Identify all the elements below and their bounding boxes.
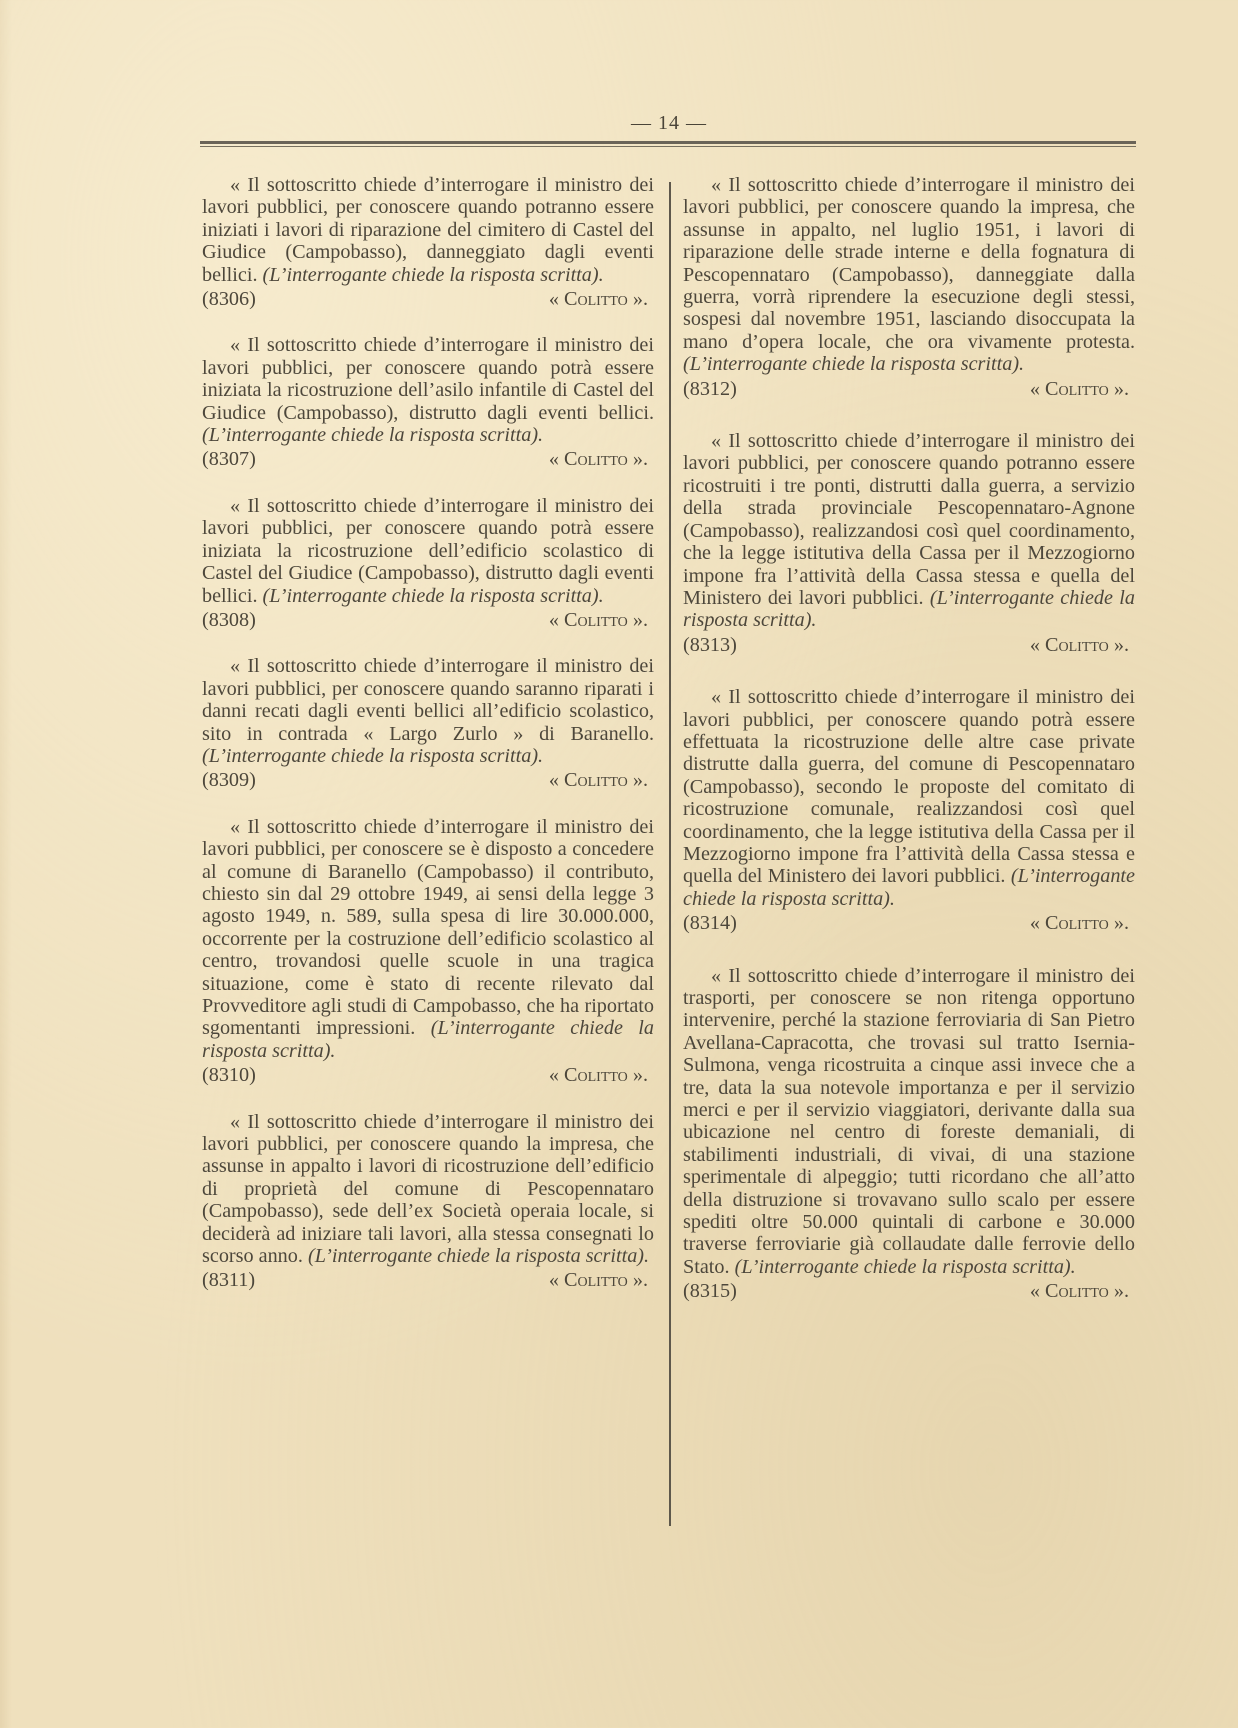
- interrogation-number: (8315): [683, 1280, 737, 1303]
- interrogation-body: « Il sottoscritto chiede d’interrogare il ministro dei lavori pubblici, per conoscere quando potrà essere iniziata la ricostruzione dell’asilo infantile di Castel del Giudice (Campobasso), distrutto dagli eventi bellici.: [202, 334, 654, 424]
- signature: « Colitto ».: [548, 1269, 648, 1292]
- signature: « Colitto ».: [1029, 633, 1129, 656]
- interrogation-number: (8308): [202, 608, 256, 631]
- interrogation-body: « Il sottoscritto chiede d’interrogare il ministro dei lavori pubblici, per conoscere quando la impresa, che assunse in appalto i lavori di ricostruzione dell’edificio di proprietà del comune di Pescopennataro (Campobasso), sede dell’ex Società operaia locale, si deciderà ad iniziare tali lavori, alla stessa consegnati lo scorso anno.: [202, 1110, 654, 1268]
- written-answer-note: (L’interrogante chiede la risposta scritta).: [262, 584, 604, 607]
- written-answer-note: (L’interrogante chiede la risposta scritta).: [202, 424, 544, 447]
- interrogation-number: (8312): [683, 377, 737, 400]
- signature: « Colitto ».: [1029, 377, 1129, 400]
- interrogation-8307: [202, 334, 654, 470]
- interrogation-number: (8311): [202, 1269, 256, 1292]
- written-answer-note: (L’interrogante chiede la risposta scritta).: [307, 1245, 650, 1268]
- interrogation-8313: [683, 430, 1135, 656]
- interrogation-8310: [202, 816, 654, 1087]
- interrogation-8306: [202, 174, 654, 310]
- signature: « Colitto ».: [1029, 912, 1129, 935]
- column-divider: [669, 182, 671, 1526]
- interrogation-number: (8307): [202, 448, 256, 471]
- left-column: [202, 174, 654, 1316]
- right-column: [683, 174, 1135, 1327]
- interrogation-8308: [202, 495, 654, 631]
- interrogation-body: « Il sottoscritto chiede d’interrogare il ministro dei lavori pubblici, per conoscere quando potranno essere iniziati i lavori di riparazione del cimitero di Castel del Giudice (Campobasso), danneggiato dagli eventi bellici.: [202, 174, 654, 286]
- written-answer-note: (L’interrogante chiede la risposta scritta).: [683, 353, 1025, 376]
- interrogation-number: (8314): [683, 912, 737, 935]
- signature: « Colitto ».: [548, 608, 648, 631]
- interrogation-number: (8309): [202, 769, 256, 792]
- interrogation-number: (8313): [683, 633, 737, 656]
- interrogation-8309: [202, 655, 654, 791]
- interrogation-body: « Il sottoscritto chiede d’interrogare il ministro dei lavori pubblici, per conoscere quando potranno essere ricostruiti i tre ponti, distrutti dalla guerra, a servizio della strada provinciale Pescopennataro-Agnone (Campobasso), realizzandosi così quel coordinamento, che la legge istitutiva della Cassa per il Mezzogiorno impone fra l’attività della Cassa stessa e quella del Ministero dei lavori pubblici.: [683, 430, 1135, 609]
- signature: « Colitto ».: [1029, 1280, 1129, 1303]
- header-rule-thick: [200, 141, 1136, 144]
- interrogation-8312: [683, 174, 1135, 400]
- interrogation-body: « Il sottoscritto chiede d’interrogare il ministro dei lavori pubblici, per conoscere quando potrà essere iniziata la ricostruzione dell’edificio scolastico di Castel del Giudice (Campobasso), distrutto dagli eventi bellici.: [202, 494, 654, 607]
- written-answer-note: (L’interrogante chiede la risposta scritta).: [262, 263, 604, 286]
- written-answer-note: (L’interrogante chiede la risposta scritta).: [683, 865, 1135, 910]
- written-answer-note: (L’interrogante chiede la risposta scritta).: [734, 1255, 1076, 1278]
- interrogation-body: « Il sottoscritto chiede d’interrogare il ministro dei lavori pubblici, per conoscere se è disposto a concedere al comune di Baranello (Campobasso) il contributo, chiesto sin dal 29 ottobre 1949, ai sensi della legge 3 agosto 1949, n. 589, sulla spesa di lire 30.000.000, occorrente per la costruzione dell’edificio scolastico al centro, trovandosi quelle scuole in una tragica situazione, come è stato di recente rilevato dal Provveditore agli studi di Campobasso, che ha riportato sgomentanti impressioni.: [202, 815, 654, 1040]
- written-answer-note: (L’interrogante chiede la risposta scritta).: [202, 744, 544, 767]
- page-number: — 14 —: [631, 112, 707, 134]
- header-rule-thin: [200, 146, 1136, 147]
- interrogation-number: (8310): [202, 1064, 256, 1087]
- written-answer-note: (L’interrogante chiede la risposta scritta).: [683, 586, 1136, 632]
- written-answer-note: (L’interrogante chiede la risposta scritta).: [202, 1017, 655, 1062]
- signature: « Colitto ».: [548, 769, 648, 792]
- interrogation-body: « Il sottoscritto chiede d’interrogare il ministro dei lavori pubblici, per conoscere quando saranno riparati i danni recati dagli eventi bellici all’edificio scolastico, sito in contrada « Largo Zurlo » di Baranello.: [202, 655, 654, 745]
- interrogation-body: « Il sottoscritto chiede d’interrogare il ministro dei lavori pubblici, per conoscere quando la impresa, che assunse in appalto, nel luglio 1951, i lavori di riparazione delle strade interne e della fognatura di Pescopennataro (Campobasso), danneggiate dalla guerra, vorrà riprendere la esecuzione degli stessi, sospesi dal novembre 1951, lasciando disoccupata la mano d’opera locale, che ora vivamente protesta.: [683, 174, 1135, 353]
- signature: « Colitto ».: [548, 448, 648, 471]
- interrogation-8311: [202, 1111, 654, 1292]
- interrogation-8315: [683, 965, 1135, 1303]
- interrogation-number: (8306): [202, 288, 256, 311]
- signature: « Colitto ».: [548, 1064, 648, 1087]
- signature: « Colitto ».: [548, 288, 648, 311]
- interrogation-body: « Il sottoscritto chiede d’interrogare il ministro dei lavori pubblici, per conoscere quando potrà essere effettuata la ricostruzione delle altre case private distrutte dalla guerra, del comune di Pescopennataro (Campobasso), secondo le proposte del comitato di ricostruzione comunale, realizzandosi così quel coordinamento, che la legge istitutiva della Cassa per il Mezzogiorno impone fra l’attività della Cassa stessa e quella del Ministero dei lavori pubblici.: [683, 686, 1135, 888]
- interrogation-body: « Il sottoscritto chiede d’interrogare il ministro dei trasporti, per conoscere se non ritenga opportuno intervenire, perché la stazione ferroviaria di San Pietro Avellana-Capracotta, che trovasi sul tratto Isernia-Sulmona, venga ricostruita a cinque assi invece che a tre, data la sua notevole importanza e per il servizio merci e per il servizio viaggiatori, derivante dalla sua ubicazione nel centro di foreste demaniali, di stabilimenti industriali, di vivai, di una stazione sperimentale di alpeggio; tutti ricordano che all’atto della distruzione si trovavano sullo scalo per essere spediti oltre 50.000 quintali di carbone e 30.000 traverse ferroviarie già collaudate dalle ferrovie dello Stato.: [683, 964, 1135, 1278]
- interrogation-8314: [683, 686, 1135, 934]
